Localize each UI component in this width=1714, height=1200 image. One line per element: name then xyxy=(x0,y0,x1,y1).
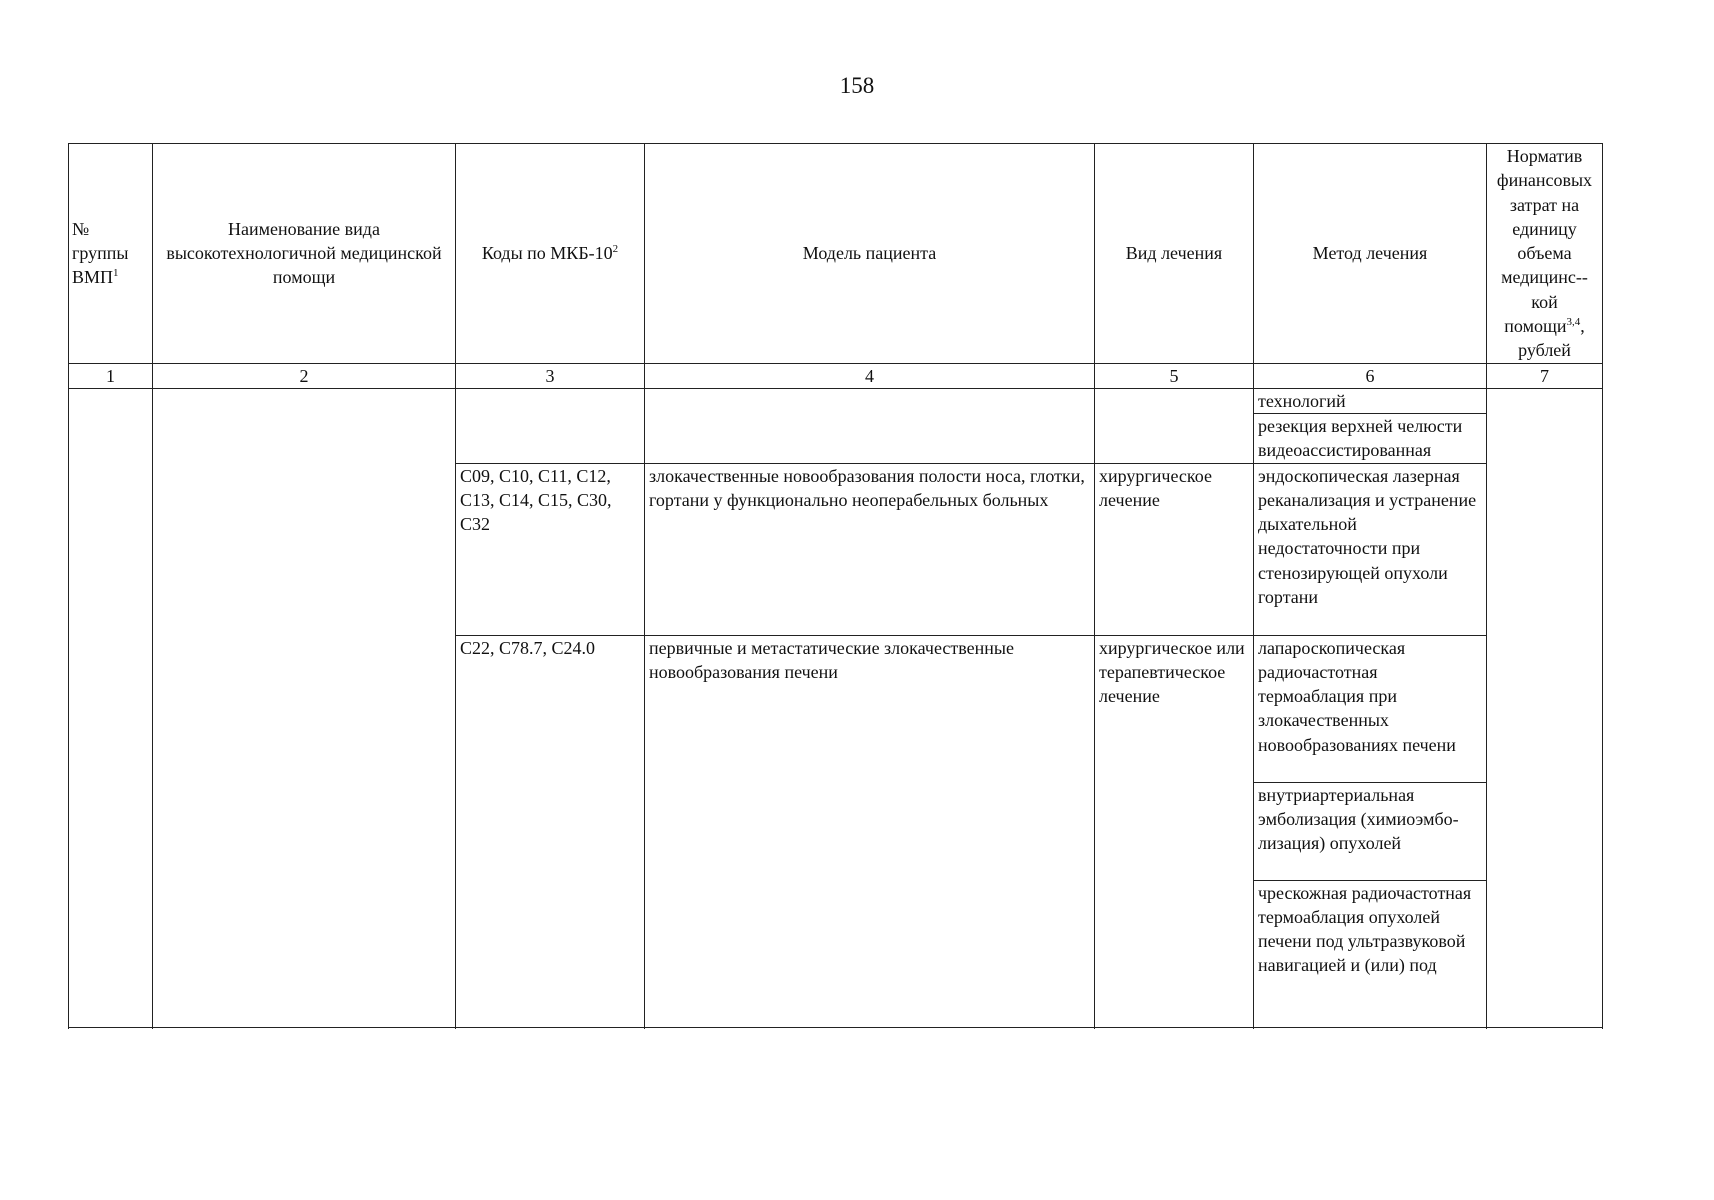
cell-treatment-method: внутриартериальная эмболизация (химиоэмбо-лизация) опухолей xyxy=(1254,782,1487,880)
cell-group-number xyxy=(69,388,153,1027)
cell-treatment-method: эндоскопическая лазерная реканализация и устранение дыхательной недостаточности при стенозирующей опухоли гортани xyxy=(1254,463,1487,635)
cell-icd-codes: C22, C78.7, C24.0 xyxy=(456,635,645,1028)
column-number: 3 xyxy=(456,363,645,388)
table-row xyxy=(69,388,1603,413)
header-icd-codes-text: Коды по МКБ-10 xyxy=(481,243,613,264)
cell-treatment-method: чрескожная радиочастотная термоаблация опухолей печени под ультразвуковой навигацией и (или) под xyxy=(1254,880,1487,1027)
header-group-number-text: № группы ВМП xyxy=(72,218,129,288)
header-cost-norm-footnote: 3,4 xyxy=(1566,316,1581,329)
cell-patient-model: первичные и метастатические злокачественные новообразования печени xyxy=(645,635,1095,1028)
column-number: 2 xyxy=(153,363,456,388)
header-care-type-name xyxy=(153,144,456,364)
header-patient-model xyxy=(645,144,1095,364)
vmp-table xyxy=(68,143,1603,1028)
cell-treatment-method: лапароскопическая радиочастотная термоаблация при злокачественных новообразованиях печени xyxy=(1254,635,1487,782)
header-cost-norm-text: Норматив финансовых затрат на единицу объема медицинс--кой помощи xyxy=(1496,146,1593,337)
cell-care-type-name xyxy=(153,388,456,1027)
page-number: 158 xyxy=(839,73,875,98)
cell-treatment-method: резекция верхней челюсти видеоассистированная xyxy=(1254,413,1487,463)
header-patient-model-text: Модель пациента xyxy=(802,243,937,264)
cell-treatment-type: хирургическое лечение xyxy=(1095,463,1254,635)
cell-patient-model: злокачественные новообразования полости носа, глотки, гортани у функционально неоперабельных больных xyxy=(645,463,1095,635)
cell-icd-codes: C09, C10, C11, C12, C13, C14, C15, C30, C32 xyxy=(456,463,645,635)
header-care-type-name-text: Наименование вида высокотехнологичной медицинской помощи xyxy=(166,218,442,288)
header-treatment-method xyxy=(1254,144,1487,364)
cell-treatment-type: хирургическое или терапевтическое лечение xyxy=(1095,635,1254,1028)
header-group-number xyxy=(69,144,153,364)
header-cost-norm-unit: , рублей xyxy=(1518,316,1585,361)
column-number: 4 xyxy=(645,363,1095,388)
cell-cost-norm xyxy=(1487,388,1603,1027)
column-number: 1 xyxy=(69,363,153,388)
column-number: 5 xyxy=(1095,363,1254,388)
column-number-row xyxy=(69,363,1603,388)
cell-treatment-type xyxy=(1095,388,1254,463)
cell-treatment-method: технологий xyxy=(1254,388,1487,413)
header-icd-codes xyxy=(456,144,645,364)
header-treatment-method-text: Метод лечения xyxy=(1312,243,1428,264)
cell-icd-codes xyxy=(456,388,645,463)
header-row xyxy=(69,144,1603,364)
column-number: 6 xyxy=(1254,363,1487,388)
spacer-cell xyxy=(1254,1027,1487,1028)
header-group-number-footnote: 1 xyxy=(113,267,119,280)
header-icd-codes-footnote: 2 xyxy=(612,243,619,256)
column-number: 7 xyxy=(1487,363,1603,388)
header-cost-norm xyxy=(1487,144,1603,364)
header-treatment-type xyxy=(1095,144,1254,364)
cell-patient-model xyxy=(645,388,1095,463)
header-treatment-type-text: Вид лечения xyxy=(1125,243,1223,264)
